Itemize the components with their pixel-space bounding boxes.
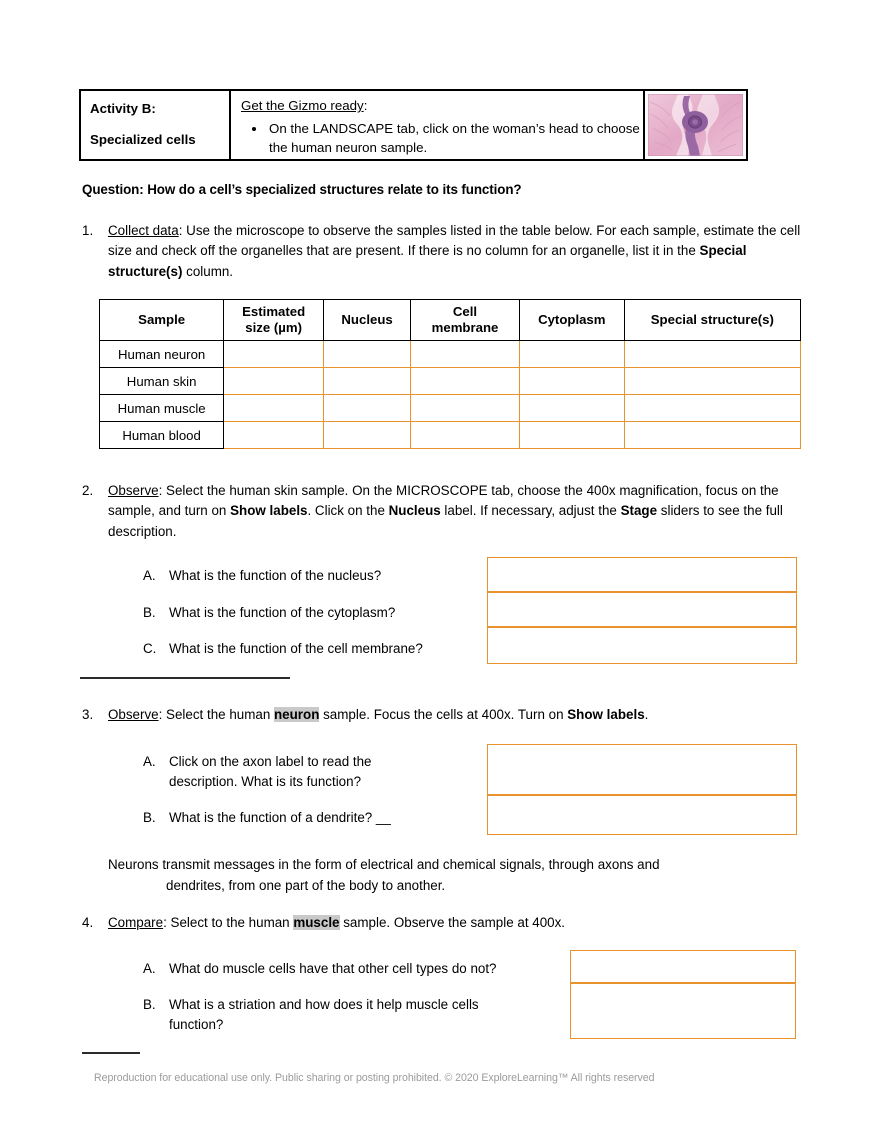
activity-header-box [79, 89, 748, 161]
section4-answer-box-a[interactable] [570, 950, 796, 983]
item-2-text-a: : Select the human skin sample. On the MICROSCOPE tab, choose the 400x magnification, focus on the sample, and turn on [108, 483, 779, 519]
table-body [100, 341, 801, 449]
instruction-item-4 [82, 913, 810, 933]
section2-question-a-letter: A. [143, 568, 156, 583]
item-4-highlight-muscle: muscle [293, 915, 340, 930]
activity-title-line2: Specialized cells [90, 131, 196, 147]
table-cell-sample: Human muscle [100, 395, 224, 422]
table-cell-cytoplasm[interactable] [519, 422, 624, 449]
section3-question-b-line1: What is the function of a dendrite? __ [169, 810, 391, 825]
table-row [100, 422, 801, 449]
section2-answer-box-b[interactable] [487, 592, 797, 627]
section4-question-a-line1: What do muscle cells have that other cell types do not? [169, 961, 497, 976]
table-header-size-line2: size (µm) [245, 320, 302, 336]
table-header-cell-membrane [411, 300, 520, 341]
section3-answer-box-b[interactable] [487, 795, 797, 835]
cell-observation-table [99, 299, 801, 449]
section2-question-c-text: What is the function of the cell membrane? [169, 641, 423, 656]
table-cell-size[interactable] [224, 422, 324, 449]
item-2-text-c: . Click on the [307, 503, 389, 519]
activity-bullet-item: • On the LANDSCAPE tab, click on the woman’s head to choose the human neuron sample. [267, 120, 643, 158]
section2-question-a [143, 566, 483, 586]
table-row [100, 395, 801, 422]
section2-question-b-letter: B. [143, 605, 156, 620]
section2-question-b-text: What is the function of the cytoplasm? [169, 605, 396, 620]
activity-bullet-list [241, 120, 643, 158]
item-1-number: 1. [82, 223, 94, 238]
item-2-body [108, 481, 810, 542]
item-1-bold-b: Special structure(s) [108, 243, 747, 279]
section4-question-b-line2: function? [169, 1017, 224, 1033]
table-cell-cytoplasm[interactable] [519, 341, 624, 368]
item-3-bold-d: Show labels [567, 707, 645, 722]
item-3-number: 3. [82, 707, 94, 722]
table-cell-cytoplasm[interactable] [519, 395, 624, 422]
item-1-body [108, 221, 808, 282]
item-1-lead: Collect data [108, 223, 179, 238]
section4-question-a [143, 959, 563, 979]
table-cell-size[interactable] [224, 395, 324, 422]
section3-answer-box-a[interactable] [487, 744, 797, 795]
table-cell-nucleus[interactable] [324, 368, 411, 395]
section2-answer-box-c[interactable] [487, 627, 797, 664]
table-header-membrane-line1: Cell [452, 304, 478, 319]
section-divider-rule [80, 677, 290, 679]
page-question-heading: Question: How do a cell’s specialized structures relate to its function? [82, 182, 522, 197]
item-2-text-e: label. If necessary, adjust the [440, 503, 621, 519]
item-4-text-a: : Select to the human [163, 915, 294, 930]
table-header-membrane-line2: membrane [431, 320, 499, 336]
activity-image-cell [645, 91, 746, 159]
section2-question-c [143, 639, 503, 659]
instruction-item-2 [82, 481, 810, 542]
table-cell-size[interactable] [224, 368, 324, 395]
item-4-text-c: sample. Observe the sample at 400x. [339, 915, 566, 930]
table-header-size-line1: Estimated [242, 304, 306, 319]
table-cell-nucleus[interactable] [324, 422, 411, 449]
item-4-number: 4. [82, 915, 94, 930]
item-3-text-e: . [644, 707, 649, 722]
section3-question-b [143, 808, 463, 828]
activity-instructions-cell [231, 91, 645, 159]
get-gizmo-ready-label: Get the Gizmo ready: [241, 98, 368, 113]
item-3-text-a: : Select the human [158, 707, 274, 722]
table-cell-membrane[interactable] [411, 395, 520, 422]
table-cell-special[interactable] [624, 341, 800, 368]
section4-question-b-line1: What is a striation and how does it help muscle cells [169, 997, 479, 1012]
item-2-bold-d: Nucleus [388, 503, 441, 519]
item-2-bold-b: Show labels [230, 503, 308, 519]
section3-question-b-letter: B. [143, 810, 156, 825]
table-header-nucleus: Nucleus [324, 300, 411, 341]
table-cell-membrane[interactable] [411, 368, 520, 395]
item-4-lead: Compare [108, 915, 164, 930]
section2-question-a-text: What is the function of the nucleus? [169, 568, 382, 583]
section3-paragraph-line2: dendrites, from one part of the body to another. [166, 877, 446, 893]
table-row [100, 341, 801, 368]
activity-title-cell [81, 91, 231, 159]
neuron-micrograph-svg [648, 94, 743, 156]
section4-question-b-letter: B. [143, 997, 156, 1012]
table-cell-special[interactable] [624, 395, 800, 422]
table-row [100, 368, 801, 395]
table-cell-sample: Human skin [100, 368, 224, 395]
footer-divider-rule [82, 1052, 140, 1054]
section3-summary-paragraph [108, 855, 808, 897]
footer-copyright-text: Reproduction for educational use only. Public sharing or posting prohibited. © 2020 ExploreLearning™ All rights reserved [94, 1072, 655, 1084]
section3-question-a-line1: Click on the axon label to read the [169, 754, 372, 769]
item-3-text-c: sample. Focus the cells at 400x. Turn on [319, 707, 568, 722]
section2-question-c-letter: C. [143, 641, 157, 656]
item-2-number: 2. [82, 483, 94, 498]
item-1-text-c: column. [182, 263, 234, 279]
section4-question-b [143, 995, 563, 1035]
section4-answer-box-b[interactable] [570, 983, 796, 1039]
instruction-item-1 [82, 221, 808, 282]
table-cell-nucleus[interactable] [324, 341, 411, 368]
table-cell-cytoplasm[interactable] [519, 368, 624, 395]
item-1-text-a: : Use the microscope to observe the samples listed in the table below. For each sample, estimate the cell size and check off the organelles that are present. If there is no column for an organelle, list it in the [108, 223, 801, 259]
table-cell-special[interactable] [624, 368, 800, 395]
instruction-item-3 [82, 705, 810, 725]
table-header-cytoplasm: Cytoplasm [519, 300, 624, 341]
human-neuron-micrograph-image [648, 94, 743, 156]
section3-paragraph-line1: Neurons transmit messages in the form of electrical and chemical signals, through axons and [108, 857, 660, 872]
table-cell-nucleus[interactable] [324, 395, 411, 422]
item-2-lead: Observe [108, 483, 159, 498]
table-cell-special[interactable] [624, 422, 800, 449]
section3-question-a-line2: description. What is its function? [169, 774, 362, 790]
table-cell-size[interactable] [224, 341, 324, 368]
table-header-estimated-size [224, 300, 324, 341]
table-cell-membrane[interactable] [411, 341, 520, 368]
table-header-row [100, 300, 801, 341]
table-cell-membrane[interactable] [411, 422, 520, 449]
section3-question-a-letter: A. [143, 754, 156, 769]
item-2-text-g: sliders to see the full description. [108, 503, 783, 539]
activity-title-line1: Activity B: [90, 101, 156, 116]
table-header-special-structures: Special structure(s) [624, 300, 800, 341]
section2-question-b [143, 603, 483, 623]
table-cell-sample: Human neuron [100, 341, 224, 368]
section2-answer-box-a[interactable] [487, 557, 797, 592]
item-3-body [108, 705, 810, 725]
item-4-body [108, 913, 810, 933]
section3-question-a [143, 752, 463, 792]
table-cell-sample: Human blood [100, 422, 224, 449]
item-2-bold-f: Stage [620, 503, 658, 519]
section4-question-a-letter: A. [143, 961, 156, 976]
item-3-highlight-neuron: neuron [274, 707, 320, 722]
item-3-lead: Observe [108, 707, 159, 722]
table-header-sample: Sample [100, 300, 224, 341]
